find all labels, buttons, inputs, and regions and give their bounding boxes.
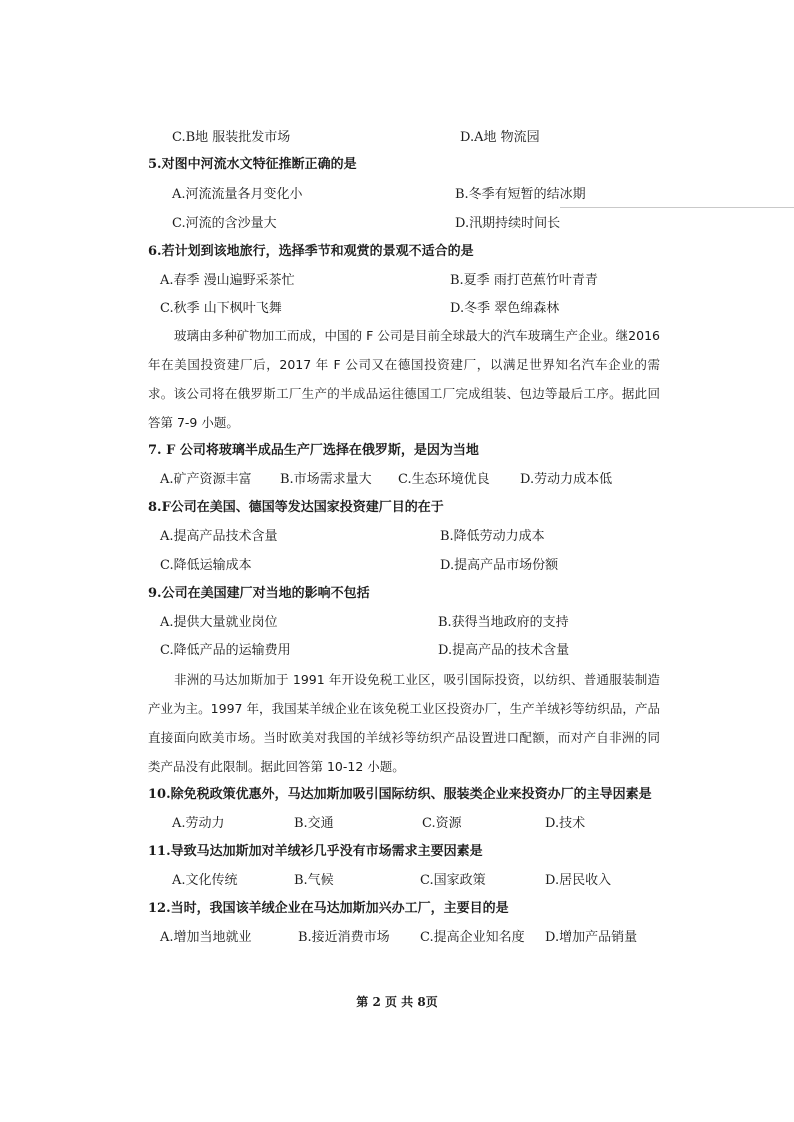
q12-option-b: B.接近消费市场 (298, 930, 390, 945)
q11-stem: 11.导致马达加斯加对羊绒衫几乎没有市场需求主要因素是 (148, 844, 483, 859)
q8-option-c: C.降低运输成本 (160, 558, 252, 573)
scan-artifact-line (560, 207, 794, 208)
q8-option-b: B.降低劳动力成本 (440, 529, 545, 544)
q5-option-b: B.冬季有短暂的结冰期 (455, 187, 586, 202)
q10-option-c: C.资源 (422, 816, 462, 831)
q7-option-c: C.生态环境优良 (398, 472, 490, 487)
q6-option-d: D.冬季 翠色绵森林 (450, 301, 560, 316)
q10-stem: 10.除免税政策优惠外，马达加斯加吸引国际纺织、服装类企业来投资办厂的主导因素是 (148, 787, 652, 802)
q5-stem: 5.对图中河流水文特征推断正确的是 (148, 157, 357, 172)
q8-stem: 8.F公司在美国、德国等发达国家投资建厂目的在于 (148, 500, 444, 515)
q9-option-c: C.降低产品的运输费用 (160, 643, 291, 658)
q4-option-d: D.A地 物流园 (460, 130, 540, 145)
passage-glass-company: 玻璃由多种矿物加工而成，中国的 F 公司是目前全球最大的汽车玻璃生产企业。继2016 年在美国投资建厂后，2017 年 F 公司又在德国投资建厂，以满足世界知名汽车企业的需求。该公司将在俄罗斯工厂生产的半成品运往德国工厂完成组装、包边等最后工序。据此回答第 7-9 小题。 (148, 328, 660, 430)
q12-option-c: C.提高企业知名度 (420, 930, 525, 945)
q9-option-a: A.提供大量就业岗位 (160, 615, 278, 630)
q5-option-d: D.汛期持续时间长 (455, 216, 561, 231)
q12-option-d: D.增加产品销量 (545, 930, 638, 945)
q11-option-b: B.气候 (294, 873, 334, 888)
q9-option-b: B.获得当地政府的支持 (438, 615, 569, 630)
q11-option-d: D.居民收入 (545, 873, 612, 888)
q6-option-c: C.秋季 山下枫叶飞舞 (160, 301, 282, 316)
q10-option-a: A.劳动力 (172, 816, 225, 831)
q7-option-b: B.市场需求量大 (280, 472, 372, 487)
q11-option-a: A.文化传统 (172, 873, 238, 888)
q6-option-a: A.春季 漫山遍野采茶忙 (160, 273, 295, 288)
q9-option-d: D.提高产品的技术含量 (438, 643, 570, 658)
q10-option-b: B.交通 (294, 816, 334, 831)
q8-option-d: D.提高产品市场份额 (440, 558, 559, 573)
q6-stem: 6.若计划到该地旅行，选择季节和观赏的景观不适合的是 (148, 244, 474, 259)
q5-option-c: C.河流的含沙量大 (172, 216, 277, 231)
passage-madagascar: 非洲的马达加斯加于 1991 年开设免税工业区，吸引国际投资，以纺织、普通服装制造产业为主。1997 年，我国某羊绒企业在该免税工业区投资办厂，生产羊绒衫等纺织品，产品直接面向欧美市场。当时欧美对我国的羊绒衫等纺织产品设置进口配额，而对产自非洲的同类产品没有此限制。据此回答第 10-12 小题。 (148, 672, 660, 774)
q5-option-a: A.河流流量各月变化小 (172, 187, 303, 202)
q7-option-a: A.矿产资源丰富 (160, 472, 252, 487)
q12-stem: 12.当时，我国该羊绒企业在马达加斯加兴办工厂，主要目的是 (148, 901, 509, 916)
q4-option-c: C.B地 服装批发市场 (172, 130, 291, 145)
q8-option-a: A.提高产品技术含量 (160, 529, 278, 544)
q12-option-a: A.增加当地就业 (160, 930, 252, 945)
q7-option-d: D.劳动力成本低 (520, 472, 613, 487)
q10-option-d: D.技术 (545, 816, 586, 831)
q7-stem: 7. F 公司将玻璃半成品生产厂选择在俄罗斯，是因为当地 (148, 443, 479, 458)
page-number-footer: 第 2 页 共 8页 (356, 995, 438, 1009)
q9-stem: 9.公司在美国建厂对当地的影响不包括 (148, 586, 370, 601)
q11-option-c: C.国家政策 (420, 873, 486, 888)
q6-option-b: B.夏季 雨打芭蕉竹叶青青 (450, 273, 598, 288)
